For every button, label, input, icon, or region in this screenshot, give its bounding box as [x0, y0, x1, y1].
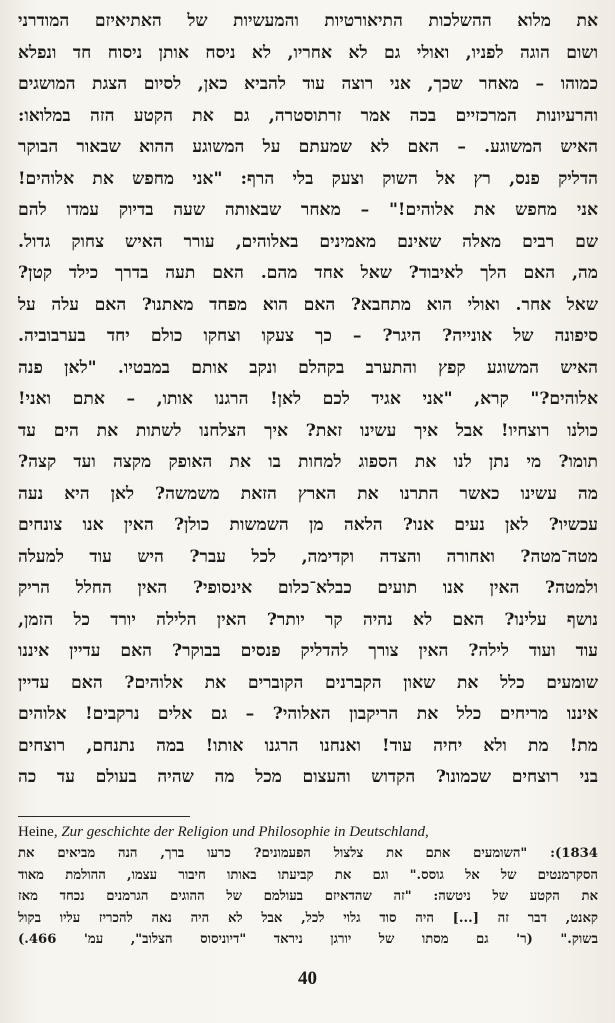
- text-line: שאל אחר. ואולי הוא מתחבא? האם הוא מפחד מאתנו? האם עלה על: [18, 294, 598, 315]
- page-number: 40: [298, 968, 317, 989]
- text-line: האיש המשוגע. – האם לא שמעתם על המשוגע ההוא שבאור הבוקר: [18, 137, 598, 157]
- text-line: איננו מריחים כלל את הריקבון האלוהי? – גם אלים נרקבים! אלוהים: [18, 704, 598, 724]
- text-line: את מלוא ההשלכות התיאורטיות והמעשיות של האתיאיזם המודרני: [18, 11, 598, 31]
- footnote-line: בשוק." (ר' גם מסתו של יורגן ניראד "דיוניסוס הצלוב", עמ' 466.): [18, 932, 598, 948]
- text-line: כמוהו – מאחר שכך, אני רוצה עוד להביא כאן, לסיום הצגת המושגים: [18, 74, 598, 94]
- footnote-line: קאנט, דבר זה [...] היה סוד גלוי לכל, אבל לא היה נאה להכריז עליו בקול: [18, 910, 598, 926]
- text-line: מטה־מטה? ואחורה והצדה וקדימה, לכל עבר? היש עוד למעלה: [18, 546, 598, 567]
- text-line: הדליק פנס, רץ אל השוק וצעק בלי הרף: "אני מחפש את אלוהים!: [18, 168, 598, 189]
- footnote: [18, 822, 598, 950]
- main-text-block: [18, 6, 598, 794]
- text-line: בני רוצחים שכמונו? הקדוש והעצום מכל מה שהיה בעולם עד כה: [18, 767, 598, 787]
- footnote-divider: [18, 816, 190, 817]
- text-line: סיפונה של אונייה? היגר? – כך צעקו וצחקו כולם יחד בערבוביה.: [18, 326, 598, 346]
- text-line: ושום הוגה לפניו, ואולי גם לא אחריו, לא ניסח אותן ניסוח חד ונפלא: [18, 42, 598, 63]
- footnote-line: הסקרמנטים של אל גוסס." וגם את קביעתו באותו חיבור עצמו, ההולמת מאוד: [18, 867, 598, 883]
- text-line: עכשיו? לאן נעים אנו? הלאה מן השמשות כולן? האין אנו צונחים: [18, 515, 598, 535]
- footnote-author: Heine,: [18, 824, 58, 840]
- text-line: עוד ועוד לילה? האין צורך להדליק פנסים בבוקר? האם עדיין איננו: [18, 641, 598, 661]
- text-line: מה עשינו כאשר התרנו את הארץ הזאת משמשה? לאן היא נעה: [18, 483, 598, 504]
- text-line: תומו? מי נתן לנו את הספוג למחות בו את האופק מקצה ועד קצה?: [18, 452, 598, 472]
- text-line: מה, האם הלך לאיבוד? שאל אחד מהם. האם תעה בדרך כילד קטן?: [18, 263, 598, 283]
- footnote-work-title: Zur geschichte der Religion und Philosophie in Deutschland,: [61, 824, 429, 840]
- text-line: אלוהים?" קרא, "אני אגיד לכם לאן! הרגנו אותו, – אתם ואני!: [18, 389, 598, 409]
- text-line: והרעיונות המרכזיים בכה אמר זרתוסטרה, גם את הקטע הזה במלואו:: [18, 105, 598, 126]
- text-line: אני מחפש את אלוהים!" – מאחר שבאותה שעה בדיוק עמדו להם: [18, 200, 598, 220]
- text-line: ולמטה? האין אנו תועים כבלא־כלום אינסופי? האין החלל הריק: [18, 578, 598, 598]
- footnote-line: את הקטע של ניטשה: "זה שהדאיזם בעולמם של ההוגים הגרמנים נכחד מאז: [18, 889, 598, 905]
- text-line: כולנו רוצחיו! אבל איך עשינו זאת? איך הצלחנו לשתות את הים עד: [18, 420, 598, 441]
- text-line: האיש המשוגע קפץ והתערב בקהלם ונקב אותם במבטיו. "לאן פנה: [18, 357, 598, 378]
- text-line: מת! מת ולא יחיה עוד! ואנחנו הרגנו אותו! במה נתנחם, רוצחים: [18, 735, 598, 756]
- text-line: נושף עלינו? האם לא נהיה קר יותר? האין הלילה יורד כל הזמן,: [18, 609, 598, 630]
- text-line: שם רבים מאלה שאינם מאמינים באלוהים, עורר האיש צחוק גדול.: [18, 231, 598, 252]
- text-line: שומעים כלל את שאון הקברנים הקוברים את אלוהים? האם עדיין: [18, 672, 598, 693]
- footnote-line: 1834): "השומעים אתם את צלצול הפעמונים? כרעו ברך, הנה מביאים את: [18, 846, 598, 862]
- footnote-citation: [18, 822, 598, 843]
